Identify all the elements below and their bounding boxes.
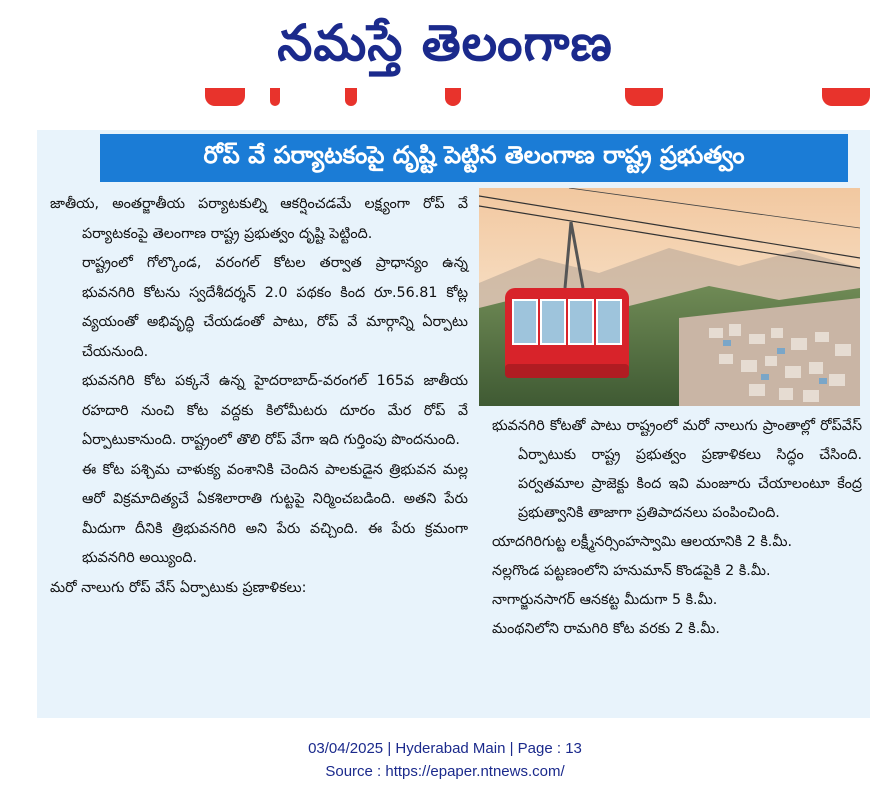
masthead-decoration-right-1 xyxy=(625,88,663,106)
masthead-decoration-left xyxy=(205,88,245,106)
list-item-manthani: మంథనిలోని రామగిరి కోట వరకు 2 కి.మీ. xyxy=(492,621,720,637)
headline-bar xyxy=(100,134,848,182)
list-item-nagarjunasagar: నాగార్జునసాగర్ ఆనకట్ట మీదుగా 5 కి.మీ. xyxy=(492,592,718,608)
paragraph-bhuvanagiri-fort: రాష్ట్రంలో గోల్కొండ, వరంగల్ కోటల తర్వాత ప్రాధాన్యం ఉన్న భువనగిరి కోటను స్వదేశీదర్శన్ 2.0 పథకం కింద రూ.56.81 కోట్ల వ్యయంతో అభివృద్ధి చేయడంతో పాటు, రోప్ వే మార్గాన్ని ఏర్పాటు చేయనుంది. xyxy=(82,255,468,360)
masthead-decoration-mid-1 xyxy=(270,88,280,106)
paragraph-four-ropeways: భువనగిరి కోటతో పాటు రాష్ట్రంలో మరో నాలుగు ప్రాంతాల్లో రోప్‌వేస్ ఏర్పాటుకు రాష్ట్ర ప్రభుత్వం ప్రణాళికలు సిద్ధం చేసింది. పర్వతమాల ప్రాజెక్టు కింద ఇవి మంజూరు చేయాలంటూ కేంద్ర ప్రభుత్వానికి తాజాగా ప్రతిపాదనలు పంపించింది. xyxy=(492,418,862,521)
masthead-decoration-mid-2 xyxy=(345,88,357,106)
cable-car-image xyxy=(479,188,860,406)
paragraph-fort-history: ఈ కోట పశ్చిమ చాళుక్య వంశానికి చెందిన పాలకుడైన త్రిభువన మల్ల ఆరో విక్రమాదిత్యచే ఏకశిలారాతి గుట్టపై నిర్మించబడింది. అతని పేరు మీదుగా దీనికి త్రిభువనగిరి అని పేరు వచ్చింది. ఈ పేరు క్రమంగా భువనగిరి అయ్యింది. xyxy=(82,461,468,566)
article-right-column xyxy=(492,412,862,644)
footer-edition-info: 03/04/2025 | Hyderabad Main | Page : 13 xyxy=(308,740,582,757)
ropeway-photo xyxy=(479,188,860,406)
paragraph-subheading: మరో నాలుగు రోప్ వేస్ ఏర్పాటుకు ప్రణాళికలు: xyxy=(50,579,307,596)
footer-source-link[interactable]: Source : https://epaper.ntnews.com/ xyxy=(325,763,565,780)
newspaper-masthead: నమస్తే తెలంగాణ xyxy=(277,14,613,72)
paragraph-highway-ropeway: భువనగిరి కోట పక్కనే ఉన్న హైదరాబాద్-వరంగల్ 165వ జాతీయ రహదారి నుంచి కోట వద్దకు కిలోమీటరు దూరం మేర రోప్ వే ఏర్పాటుకానుంది. రాష్ట్రంలో తొలి రోప్ వేగా ఇది గుర్తింపు పొందనుంది. xyxy=(82,373,468,448)
article-headline: రోప్ వే పర్యాటకంపై దృష్టి పెట్టిన తెలంగాణ రాష్ట్ర ప్రభుత్వం xyxy=(203,141,745,169)
paragraph-intro: జాతీయ, అంతర్జాతీయ పర్యాటకుల్ని ఆకర్షించడమే లక్ష్యంగా రోప్ వే పర్యాటకంపై తెలంగాణ రాష్ట్ర ప్రభుత్వం దృష్టి పెట్టింది. xyxy=(50,196,468,242)
masthead-decoration-mid-3 xyxy=(445,88,461,106)
list-item-yadagirigutta: యాదగిరిగుట్ట లక్ష్మీనర్సింహస్వామి ఆలయానికి 2 కి.మీ. xyxy=(492,534,793,550)
article-left-column xyxy=(50,190,468,603)
masthead-decoration-right-2 xyxy=(822,88,870,106)
list-item-nalgonda: నల్లగొండ పట్టణంలోని హనుమాన్ కొండపైకి 2 కి.మీ. xyxy=(492,563,771,579)
